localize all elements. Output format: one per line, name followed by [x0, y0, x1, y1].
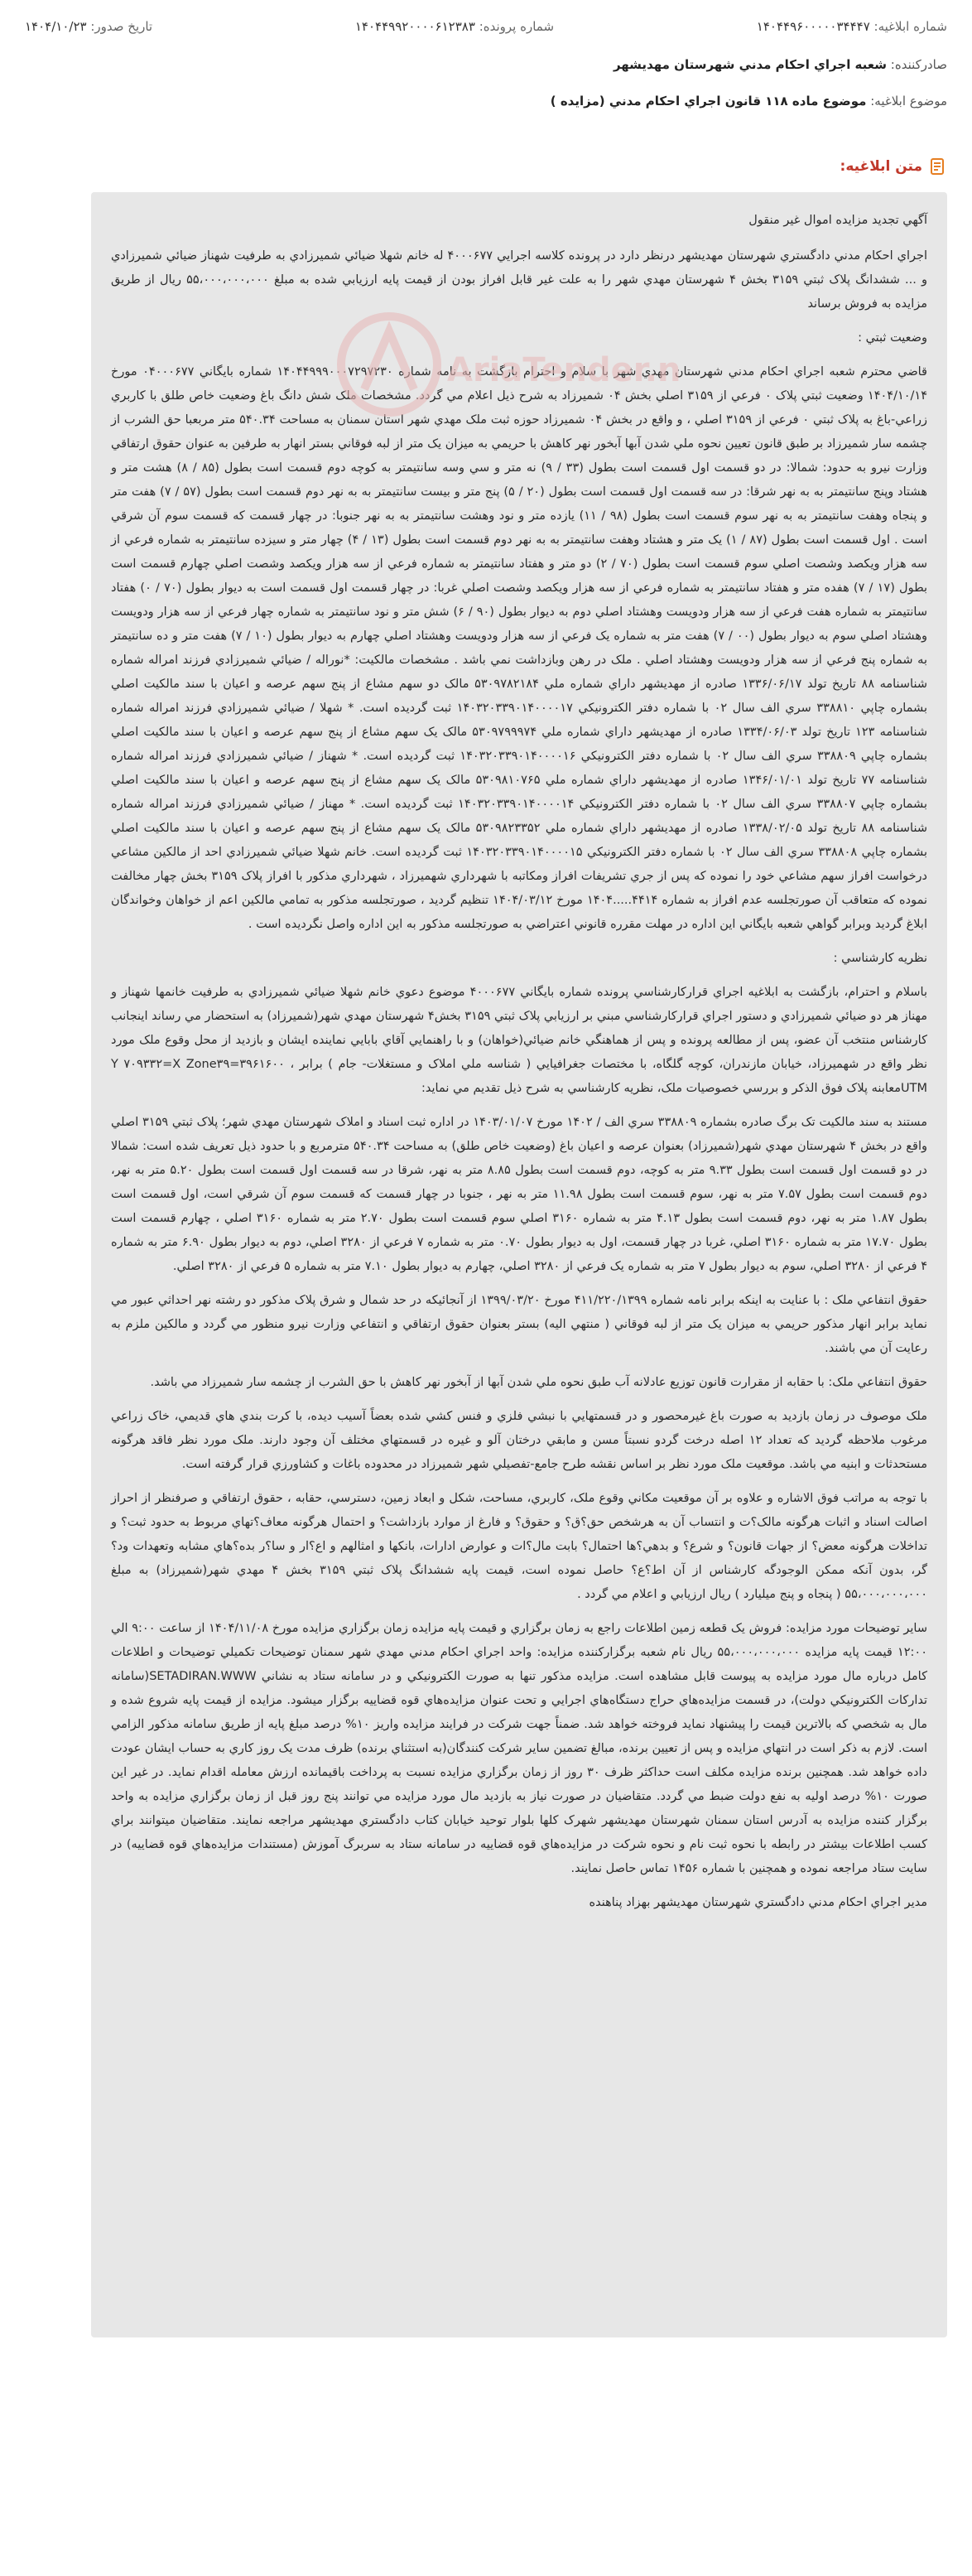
- notice-text-heading: [840, 157, 947, 176]
- valuation-paragraph: با توجه به مراتب فوق الاشاره و علاوه بر آن موقعيت مکاني وقوع ملک، کاربري، مساحت، شکل و ابعاد زمين، دسترسي، حقابه ، حقوق ارتفاقي و صرفنظر از احراز اصالت اسناد و اثبات هرگونه مالک؟ت و انتساب آن به هرشخص حق؟ق؟ و حقوق؟ و فارغ از موارد بازداشت؟ و احتمال هرگونه معاف؟تهاي مربوط به حدود ثبت؟ و تداخلات هرگونه معض؟ از جهات قانون؟ و شرع؟ و بدهي؟ها احتمال؟ بابت مال؟ات و عوارض ادارات، بانکها و امثالهم و اع؟ار و سا؟ر بده؟هاي مشابه وتعهدات ود؟گر، بدون آنکه ممکن الوجودگه کارشناس از آن اط؟ع؟ حاصل نموده است، قيمت پايه ششدانگ پلاک ثبتي ۳۱۵۹ بخش ۴ مهدي شهر(شميرزاد) به مبلغ ۵۵،۰۰۰،۰۰۰،۰۰۰ ( پنجاه و پنج ميليارد ) ريال ارزيابي و اعلام مي گردد .: [111, 1492, 927, 1601]
- watermark-logo-text: AriaTender.n: [447, 351, 679, 389]
- deed-description-paragraph: مستند به سند مالکيت تک برگ صادره بشماره ۳۳۸۸۰۹ سري الف / ۱۴۰۲ مورخ ۱۴۰۳/۰۱/۰۷ در اداره ثبت اسناد و املاک شهرستان مهدي شهر؛ پلاک ثبتي ۳۱۵۹ اصلي واقع در بخش ۴ شهرستان مهدي شهر(شميرزاد) بعنوان عرصه و اعيان باغ (وضعيت خاص طلق) به مساحت ۵۴۰.۳۴ مترمربع و با حدود ذيل تعريف شده است: شمالا در دو قسمت اول قسمت است بطول ۹.۳۳ متر به کوچه، دوم قسمت است بطول ۸.۸۵ متر به نهر، شرقا در سه قسمت اول قسمت است بطول ۵.۲۰ متر به نهر، دوم قسمت است بطول ۷.۵۷ متر به نهر، سوم قسمت است بطول ۱۱.۹۸ متر به نهر ، جنوبا در چهار قسمت که قسمت سوم آن شرقي است، اول قسمت است بطول ۱.۸۷ متر به نهر، دوم قسمت است بطول ۴.۱۳ متر به شماره ۳۱۶۰ اصلي سوم قسمت است بطول ۲.۷۰ متر به شماره ۳۱۶۰ اصلي ، چهارم قسمت است بطول ۱۷.۷۰ متر به شماره ۳۱۶۰ اصلي، غربا در چهار قسمت، اول به ديوار بطول ۰.۷۰ متر به شماره ۷ فرعي از ۳۲۸۰ اصلي، دوم به ديوار بطول ۶.۹۰ متر به شماره ۴ فرعي از ۳۲۸۰ اصلي، سوم به ديوار بطول ۷ متر به شماره يک فرعي از ۳۲۸۰ اصلي، چهارم به ديوار بطول ۷.۱۰ متر به شماره ۵ فرعي از ۳۲۸۰ اصلي.: [111, 1116, 928, 1273]
- document-text-icon: [929, 157, 947, 176]
- notice-number: [757, 19, 947, 34]
- expert-opinion-intro: باسلام و احترام، بازگشت به ابلاغيه اجراي قرارکارشناسي پرونده شماره بايگاني ۴۰۰۰۶۷۷ موضوع دعوي خانم شهلا ضيائي شميرزادي به طرفيت خانمها شهناز و مهناز هر دو ضيائي شميرزادي و دستور اجراي قرارکارشناسي مبني بر ارزيابي پلاک ثبتي ۳۱۵۹ بخش۴ شهرستان مهدي شهر(شميرزاد) به استحضار مي رساند اينجانب کارشناس منتخب آن عضو، پس از مطالعه پرونده و پس از هماهنگي خانم ضيائي(خواهان) و با راهنمايي آقاي بابايي نماينده ايشان و بازديد از محل وقوع ملک مورد نظر واقع در شهميرزاد، خيابان مازندران، کوچه گلگاه، با مختصات جغرافيايي ( شناسه ملي املاک و مستغلات- جام ) برابر ، ۳۹۶۱۶۰۰=Y ۷۰۹۳۳۲=X Zone۳۹ UTMمعابنه پلاک فوق الذکر و بررسي خصوصيات ملک، نظريه کارشناسي به شرح ذيل تقديم مي نمايد:: [111, 986, 928, 1095]
- issuer-label: صادرکننده:: [890, 57, 947, 72]
- auction-details-paragraph: ساير توضيحات مورد مزايده: فروش يک قطعه زمين اطلاعات راجع به زمان برگزاري و قيمت پايه مزايده زمان برگزاري مزايده مورخ ۱۴۰۴/۱۱/۰۸ از ساعت ۹:۰۰ الي ۱۲:۰۰ قيمت پايه مزايده ۵۵،۰۰۰،۰۰۰،۰۰۰ ريال نام شعبه برگزارکننده مزايده: واحد اجراي احکام مدني مهدي شهر سمنان توضيحات تکميلي توضيحات و اطلاعات کامل درباره مال مورد مزايده به پيوست قابل مشاهده است. مزايده مذکور تنها به صورت الکترونيکي و در سامانه ستاد به نشاني SETADIRAN.WWW(سامانه تدارکات الکترونيکي دولت)، در قسمت مزايده‌هاي حراج دستگاه‌هاي اجرايي و تحت عنوان مزايده‌هاي قوه قضاييه برگزار ميشود. مزايده از قيمت پايه شروع شده و مال به شخصي که بالاترين قيمت را پيشنهاد نمايد فروخته خواهد شد. ضمناً جهت شرکت در فرايند مزايده واريز ۱۰% درصد مبلغ پايه از طريق سامانه مذکور الزامي است. لازم به ذکر است در انتهاي مزايده و پس از تعيين برنده، مبالغ تضمين ساير شرکت کنندگان(به استثناي برنده) ظرف مدت يک روز کاري به حساب ايشان عودت داده خواهد شد. همچنين برنده مزايده مکلف است حداکثر ظرف ۳۰ روز از زمان برگزاري مزايده نسبت به پرداخت باقيمانده ارزش معامله اقدام نمايد. در غير اين صورت ۱۰% درصد اوليه به نفع دولت ضبط مي گردد. متقاضيان در صورت نياز به بازديد مال مورد مزايده مي توانند پنج روز قبل از زمان برگزاري مزايده به واحد برگزار کننده مزايده به آدرس استان سمنان شهرستان مهديشهر شهرک کلها بلوار توحيد خيابان کتاب دادگستري مهديشهر مراجعه نمايند. متقاضيان ميتوانند براي کسب اطلاعات بيشتر در رابطه با نحوه ثبت نام و نحوه شرکت در مزايده‌هاي قوه قضاييه در سامانه ستاد به سربرگ آموزش (مستندات مزايده‌هاي قوه قضاييه) در سايت ستاد مراجعه نموده و همچنين با شماره ۱۴۵۶ تماس حاصل نمايند.: [111, 1622, 927, 1875]
- notice-text-title: متن ابلاغیه:: [840, 158, 922, 175]
- notice-header: [0, 0, 972, 116]
- subject-label: موضوع ابلاغیه:: [870, 94, 947, 109]
- auction-title: آگهي تجديد مزايده اموال غير منقول: [748, 214, 927, 227]
- water-rights-paragraph: حقوق انتفاعي ملک: با حقابه از مقرارت قانون توزيع عادلانه آب طبق نحوه ملي شدن آبها از آبخور نهر کاهش با حق الشرب از چشمه سار شميرزاد مي باشد.: [150, 1376, 927, 1389]
- registration-status-paragraph: قاضي محترم شعبه اجراي احکام مدني شهرستان مهدي شهر با سلام و احترام بازگشت به نامه شماره ۱۴۰۴۴۹۹۹۰۰۰۷۲۹۷۲۳۰ شماره بايگاني ۰۴۰۰۰۶۷۷ مورخ ۱۴۰۴/۱۰/۱۴ وضعيت ثبتي پلاک ۰ فرعي از ۳۱۵۹ اصلي بخش ۰۴ شميرزاد به شرح ذيل اعلام مي گردد. مشخصات ملک شش دانگ باغ وضعيت خاص طلق با کاربري زراعي-باغ به پلاک ثبتي ۰ فرعي از ۳۱۵۹ اصلي ، و واقع در بخش ۰۴ شميرزاد حوزه ثبت ملک مهدي شهر استان سمنان به مساحت ۵۴۰.۳۴ متر مربعبا حق الشرب از چشمه سار شميرزاد بر طبق قانون تعيين نحوه ملي شدن آبها آبخور نهر کاهش با حريمي به ميزان يک متر از لبه فوقاني بستر انهار به طرفين به عنوان حقوق ارتفاقي وزارت نيرو به حدود: شمالا: در دو قسمت اول قسمت است بطول (۳۳ / ۹) نه متر و سي وسه سانتيمتر به کوچه دوم قسمت است بطول (۸۵ / ۸) هشت متر و هشتاد وپنج سانتيمتر به به نهر شرقا: در سه قسمت اول قسمت است بطول (۲۰ / ۵) پنج متر و بيست سانتيمتر به به نهر دوم قسمت است بطول (۵۷ / ۷) هفت متر و پنجاه وهفت سانتيمتر به به نهر سوم قسمت است بطول (۹۸ / ۱۱) يازده متر و نود وهشت سانتيمتر به به نهر جنوبا: در چهار قسمت که قسمت سوم آن شرقي است . اول قسمت است بطول (۸۷ / ۱) يک متر و هشتاد وهفت سانتيمتر به به نهر دوم قسمت است بطول (۱۳ / ۴) چهار متر و سيزده سانتيمتر به شماره فرعي از سه هزار ويکصد وشصت اصلي سوم قسمت است بطول (۷۰ / ۲) دو متر و هفتاد سانتيمتر به شماره فرعي از سه هزار ويکصد وشصت اصلي چهارم قسمت است بطول (۱۷ / ۷) هفده متر و هفتاد سانتيمتر به شماره فرعي از سه هزار ويکصد وشصت اصلي غربا: در چهار قسمت اول قسمت است به ديوار بطول (۷۰ / ۰) هفتاد سانتيمتر به شماره هفت فرعي از سه هزار ودويست وهشتاد اصلي دوم به ديوار بطول (۹۰ / ۶) شش متر و نود سانتيمتر به شماره چهار فرعي از سه هزار ودويست وهشتاد اصلي سوم به ديوار بطول (۰۰ / ۷) هفت متر به شماره يک فرعي از سه هزار ودويست وهشتاد اصلي چهارم به ديوار بطول (۱۰ / ۷) هفت متر و ده سانتيمتر به شماره پنج فرعي از سه هزار ودويست وهشتاد اصلي . ملک در رهن وبازداشت نمي باشد . مشخصات مالکيت: *نوراله / ضيائي شميرزادي فرزند امراله شماره شناسنامه ۸۸ تاريخ تولد ۱۳۳۶/۰۶/۱۷ صادره از مهديشهر داراي شماره ملي ۵۳۰۹۷۸۲۱۸۴ مالک دو سهم مشاع از پنج سهم عرصه و اعيان با سند مالکيت اصلي بشماره چاپي ۳۳۸۸۱۰ سري الف سال ۰۲ با شماره دفتر الکترونيکي ۱۴۰۳۲۰۳۳۹۰۱۴۰۰۰۰۱۷ ثبت گرديده است. * شهلا / ضيائي شميرزادي فرزند امراله شماره شناسنامه ۱۲۳ تاريخ تولد ۱۳۳۴/۰۶/۰۳ صادره از مهديشهر داراي شماره ملي ۵۳۰۹۷۹۹۹۷۴ مالک يک سهم مشاع از پنج سهم عرصه و اعيان با سند مالکيت اصلي بشماره چاپي ۳۳۸۸۰۹ سري الف سال ۰۲ با شماره دفتر الکترونيکي ۱۴۰۳۲۰۳۳۹۰۱۴۰۰۰۰۱۶ ثبت گرديده است. * شهناز / ضيائي شميرزادي فرزند امراله شماره شناسنامه ۷۷ تاريخ تولد ۱۳۴۶/۰۱/۰۱ صادره از مهديشهر داراي شماره ملي ۵۳۰۹۸۱۰۷۶۵ مالک يک سهم مشاع از پنج سهم عرصه و اعيان با سند مالکيت اصلي بشماره چاپي ۳۳۸۸۰۷ سري الف سال ۰۲ با شماره دفتر الکترونيکي ۱۴۰۳۲۰۳۳۹۰۱۴۰۰۰۰۱۴ ثبت گرديده است. * مهناز / ضيائي شميرزادي فرزند امراله شماره شناسنامه ۸۸ تاريخ تولد ۱۳۳۸/۰۲/۰۵ صادره از مهديشهر داراي شماره ملي ۵۳۰۹۸۲۳۳۵۲ مالک يک سهم مشاع از پنج سهم عرصه و اعيان با سند مالکيت اصلي بشماره چاپي ۳۳۸۸۰۸ سري الف سال ۰۲ با شماره دفتر الکترونيکي ۱۴۰۳۲۰۳۳۹۰۱۴۰۰۰۰۱۵ ثبت گرديده است. خانم شهلا ضيائي شميرزادي احد از مالکين مشاعي درخواست افراز سهم مشاعي خود را نموده که پس از جري تشريفات افراز ومکاتبه با شهرداري شهميرزاد ، شهرداري مذکور با افراز پلاک ۳۱۵۹ بخش چهار مخالفت نموده که متعاقب آن صورتجلسه عدم افراز به شماره ۴۴۱۴.....۱۴۰۴ مورخ ۱۴۰۴/۰۳/۱۲ تنظيم گرديد ، صورتجلسه مذکور به تمامي مالکين اعم از خواهان وخواندگان ابلاغ گرديد وبرابر گواهي شعبه بايگاني اين اداره در مهلت مقرره قانوني اعتراضي به صورتجلسه مذکور به اين اداره واصل نگرديده است .: [111, 365, 928, 931]
- case-number-value: ۱۴۰۴۴۹۹۲۰۰۰۰۶۱۲۳۸۳: [354, 19, 475, 34]
- notice-body: [91, 192, 947, 2337]
- easement-rights-paragraph: حقوق انتفاعي ملک : با عنايت به اينکه برابر نامه شماره ۴۱۱/۲۲۰/۱۳۹۹ مورخ ۱۳۹۹/۰۳/۲۰ از آنجائيکه در حد شمال و شرق پلاک مذکور دو رشته نهر احداثي عبور مي نمايد برابر انهار مذکور حريمي به ميزان يک متر از لبه فوقاني ( منتهي اليه) بستر بعنوان حقوق ارتفاقي و انتفاعي وزارت نيرو منظور مي گردد و مالکين ملزم به رعايت آن مي باشند.: [111, 1294, 928, 1355]
- issue-date-value: ۱۴۰۴/۱۰/۲۳: [25, 19, 87, 34]
- notice-number-value: ۱۴۰۴۴۹۶۰۰۰۰۰۳۴۴۴۷: [756, 19, 870, 34]
- intro-paragraph: اجراي احکام مدني دادگستري شهرستان مهديشهر درنظر دارد در پرونده کلاسه اجرايي ۴۰۰۰۶۷۷ له خانم شهلا ضيائي شميرزادي به طرفيت شهناز ضيائي شميرزادي و ... ششدانگ پلاک ثبتي ۳۱۵۹ بخش ۴ شهرستان مهدي شهر را به علت غير قابل افراز بودن از قيمت پايه ارزيابي شده به مبلغ ۵۵،۰۰۰،۰۰۰،۰۰۰ ريال از طريق مزايده به فروش برساند: [111, 249, 928, 311]
- issuer-line: [25, 51, 947, 78]
- case-number-label: شماره پرونده:: [479, 19, 555, 34]
- meta-row: [25, 12, 947, 41]
- registration-status-heading: وضعيت ثبتي :: [858, 331, 927, 345]
- subject-line: [25, 88, 947, 114]
- notice-number-label: شماره ابلاغیه:: [873, 19, 947, 34]
- issuer-value: شعبه اجراي احکام مدني شهرستان مهديشهر: [613, 57, 887, 72]
- expert-opinion-heading: نظريه کارشناسي :: [833, 952, 927, 965]
- case-number: [355, 19, 554, 34]
- issue-date: [25, 19, 152, 34]
- property-description-paragraph: ملک موصوف در زمان بازديد به صورت باغ غيرمحصور و در قسمتهايي با نبشي فلزي و فنس کشي شده بعضاً آسيب ديده، با کرت بندي هاي قديمي، خاک زراعي مرغوب ملاحظه گرديد که تعداد ۱۲ اصله درخت گردو نسبتاً مسن و مابقي درختان آلو و غيره در قسمتهاي مختلف آن وجود دارند. ملک مورد نظر فاقد هرگونه مستحدثات و ابنيه مي باشد. موقعيت ملک مورد نظر بر اساس نقشه طرح جامع-تفصيلي شهر شميرزاد در محدوده باغات و کشاورزي قرار گرفته است.: [111, 1410, 927, 1471]
- issue-date-label: تاریخ صدور:: [90, 19, 153, 34]
- subject-value: موضوع ماده ۱۱۸ قانون اجراي احكام مدني (مزايده ): [550, 94, 867, 109]
- signature-line: مدير اجراي احکام مدني دادگستري شهرستان مهديشهر بهزاد پناهنده: [589, 1896, 927, 1909]
